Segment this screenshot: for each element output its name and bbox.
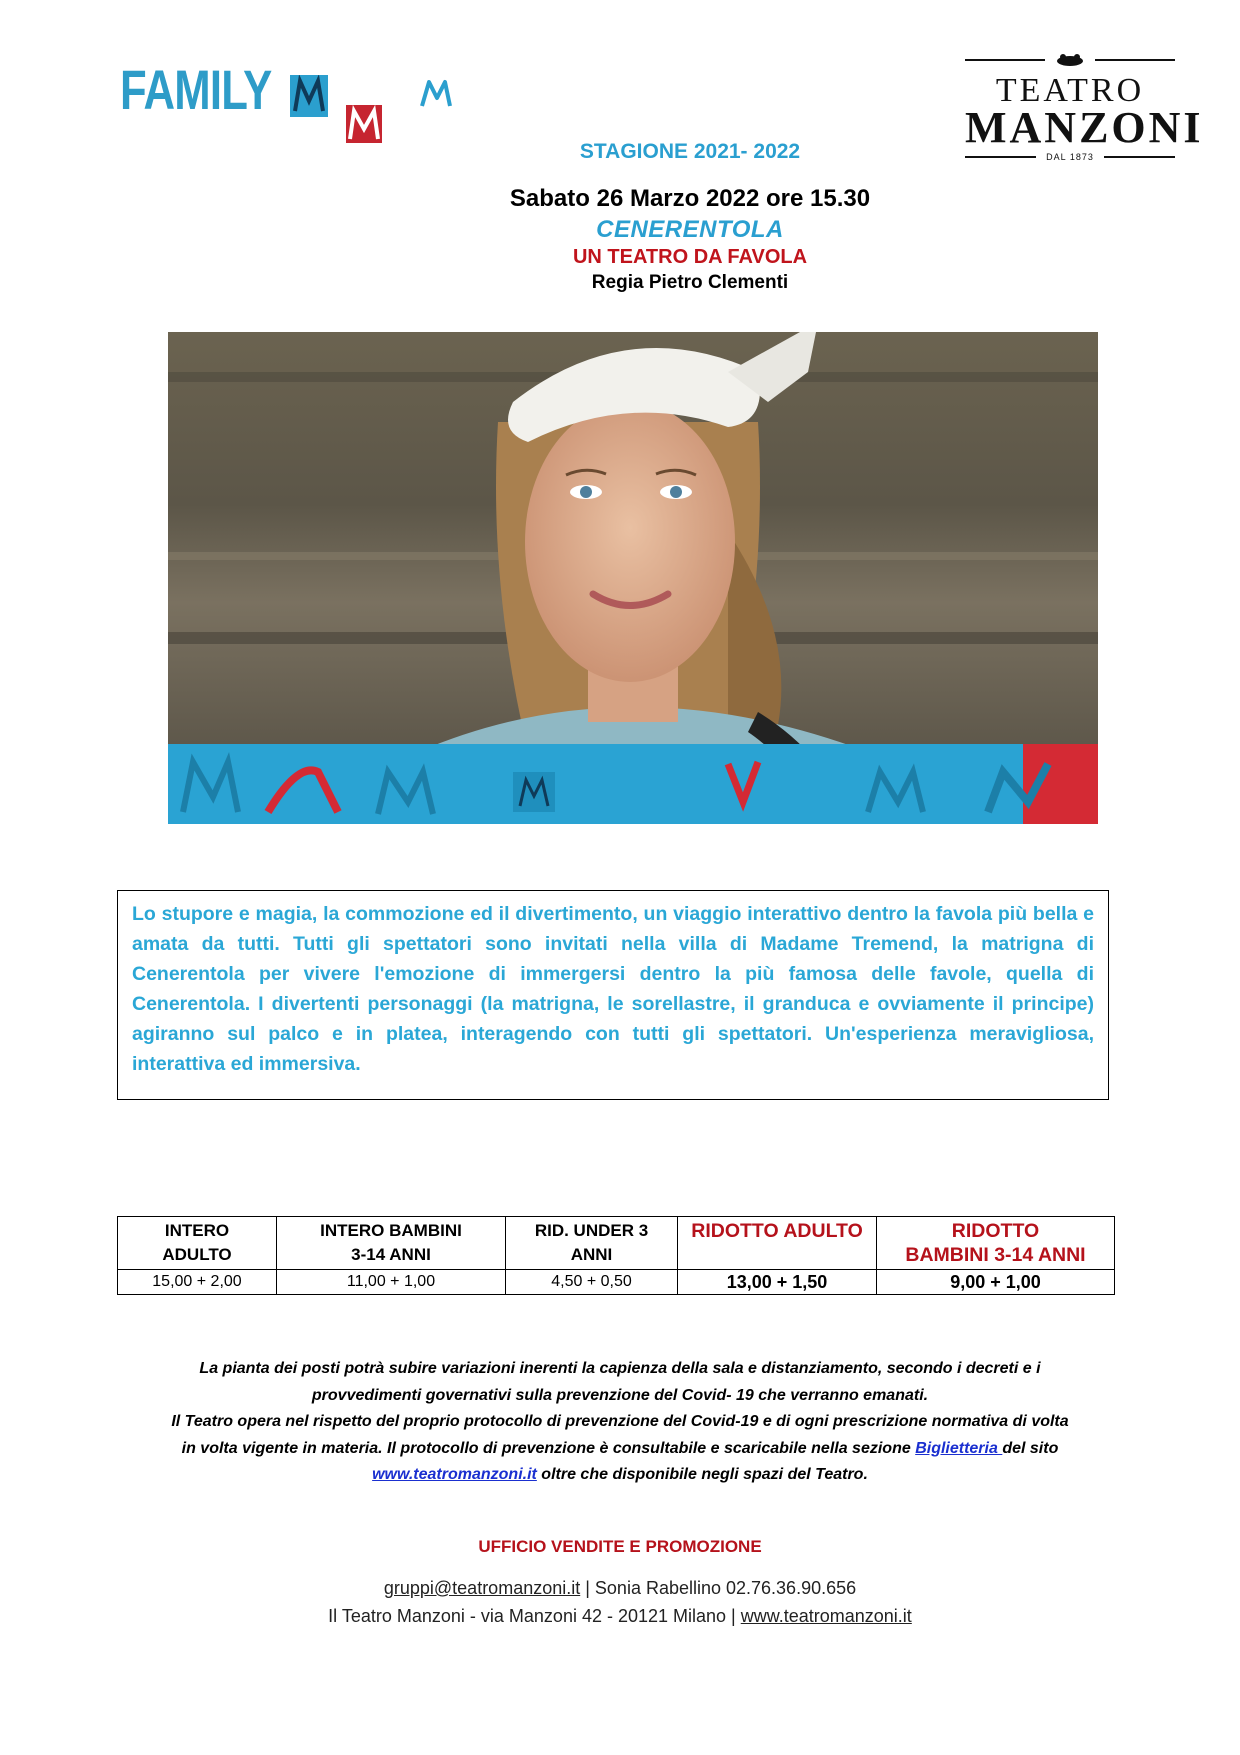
header-line: RIDOTTO ADULTO [691,1220,863,1242]
header-line: RIDOTTO [951,1220,1040,1242]
header-line: RID. UNDER 3 [534,1221,649,1240]
website-link[interactable]: www.teatromanzoni.it [372,1466,537,1483]
notice-text: del sito [1002,1439,1059,1457]
event-director: Regia Pietro Clementi [591,272,789,293]
price-value: 9,00 + 1,00 [877,1270,1115,1295]
price-header-cell [506,1217,678,1270]
price-header-cell [877,1217,1115,1270]
season-label: STAGIONE 2021- 2022 [579,140,801,163]
event-subtitle: UN TEATRO DA FAVOLA [572,246,808,268]
notice-text: in volta vigente in materia. Il protocollo di prevenzione è consultabile e scaricabile nella sezione [181,1439,916,1457]
notice-line [120,1436,1120,1463]
contact-line [0,1578,1240,1599]
header-line: ANNI [570,1245,613,1264]
header-line: INTERO BAMBINI [320,1221,462,1240]
description-text: Lo stupore e magia, la commozione ed il divertimento, un viaggio interattivo dentro la favola più bella e amata da tutti. Tutti gli spettatori sono invitati nella villa di Madame Tremend, la matrigna di Cenerentola per vivere l'emozione di immergersi dentro la più famosa delle favole, quella di Cenerentola. I divertenti personaggi (la matrigna, le sorellastre, il granduca e ovviamente il principe) agiranno sul palco e in platea, interagendo con tutti gli spettatori. Un'esperienza meravigliosa, interattiva ed immersiva. [132,903,1094,1075]
notice-line [120,1462,1120,1489]
small-m-icon [420,78,456,110]
header-line: ADULTO [162,1245,232,1264]
header-line: BAMBINI 3-14 ANNI [905,1244,1086,1266]
header-line: INTERO [164,1221,230,1240]
crest-icon [1053,52,1087,68]
notice-text: oltre che disponibile negli spazi del Teatro. [536,1466,868,1483]
notice-line: provvedimenti governativi sulla prevenzione del Covid- 19 che verranno emanati. [311,1386,929,1404]
description-box [117,890,1109,1100]
event-date: Sabato 26 Marzo 2022 ore 15.30 [509,185,871,212]
price-header-cell [118,1217,277,1270]
manzoni-m-logos [290,75,400,145]
brand-since: DAL 1873 [1046,152,1094,162]
event-title: CENERENTOLA [596,216,784,243]
event-photo [168,332,1098,824]
address-text: Il Teatro Manzoni - via Manzoni 42 - 20121 Milano | [328,1606,741,1626]
footer-website-link[interactable]: www.teatromanzoni.it [740,1606,912,1626]
price-value: 15,00 + 2,00 [118,1270,277,1295]
price-header-cell [277,1217,506,1270]
contact-text: | Sonia Rabellino 02.76.36.90.656 [580,1578,857,1598]
office-title: UFFICIO VENDITE E PROMOZIONE [478,1537,762,1556]
price-header-cell [678,1217,877,1270]
notice-line: Il Teatro opera nel rispetto del proprio protocollo di prevenzione del Covid-19 e di ogni prescrizione normativa di volta [171,1413,1069,1430]
notice-line: La pianta dei posti potrà subire variazioni inerenti la capienza della sala e distanziamento, secondo i decreti e i [199,1360,1041,1377]
price-header-row [118,1217,1115,1270]
family-label: FAMILY [120,58,272,121]
price-value: 11,00 + 1,00 [277,1270,506,1295]
price-value: 13,00 + 1,50 [678,1270,877,1295]
biglietteria-link[interactable]: Biglietteria [915,1439,1003,1457]
email-link[interactable]: gruppi@teatromanzoni.it [383,1578,581,1598]
price-value: 4,50 + 0,50 [506,1270,678,1295]
header-line: 3-14 ANNI [351,1245,431,1264]
covid-notice [120,1356,1120,1489]
price-value-row [118,1270,1115,1295]
price-table [117,1216,1115,1295]
address-line [0,1606,1240,1627]
brand-line2: MANZONI [965,103,1204,152]
brand-line1: TEATRO [995,72,1145,109]
